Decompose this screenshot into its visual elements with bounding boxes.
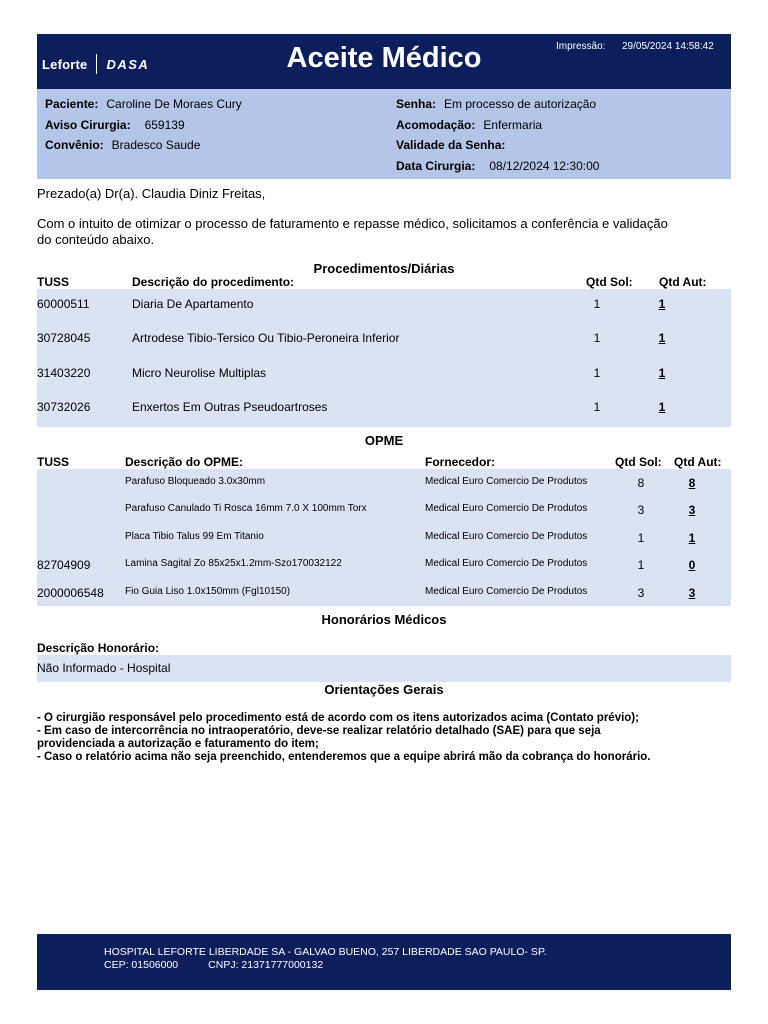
data-cirurgia-row — [396, 159, 599, 173]
opme-row-4-forn: Medical Euro Comercio De Produtos — [425, 558, 588, 569]
opme-row-5-tuss: 2000006548 — [37, 586, 104, 600]
opme-row-5-aut[interactable]: 3 — [688, 586, 696, 600]
proc-row-3-tuss: 31403220 — [37, 366, 91, 380]
proc-row-4-tuss: 30732026 — [37, 400, 91, 414]
footer-cep: CEP: 01506000 — [104, 959, 179, 971]
proc-row-3-aut[interactable]: 1 — [658, 366, 666, 380]
opme-row-1-aut[interactable]: 8 — [688, 476, 696, 490]
proc-col-aut: Qtd Aut: — [659, 275, 707, 289]
opme-row-3-desc: Placa Tibio Talus 99 Em Titanio — [125, 531, 264, 542]
opme-col-forn: Fornecedor: — [425, 455, 496, 469]
acomodacao-label: Acomodação: — [396, 118, 476, 132]
greeting: Prezado(a) Dr(a). Claudia Diniz Freitas, — [37, 186, 266, 201]
opme-row-4-aut[interactable]: 0 — [688, 558, 696, 572]
proc-col-desc: Descrição do procedimento: — [132, 275, 295, 289]
opme-row-5-forn: Medical Euro Comercio De Produtos — [425, 586, 588, 597]
opme-row-1-sol: 8 — [637, 476, 645, 490]
proc-row-4-desc: Enxertos Em Outras Pseudoartroses — [132, 400, 328, 414]
print-label: Impressão: — [556, 41, 606, 52]
footer-bar — [37, 934, 731, 990]
opme-title: OPME — [364, 433, 404, 448]
opme-col-sol: Qtd Sol: — [615, 455, 662, 469]
page-title: Aceite Médico — [286, 42, 482, 74]
patient-info-panel — [37, 89, 731, 179]
opme-row-2-sol: 3 — [637, 503, 645, 517]
convenio-value: Bradesco Saude — [111, 138, 201, 152]
intro-line-2: do conteúdo abaixo. — [37, 232, 155, 247]
paciente-value: Caroline De Moraes Cury — [106, 97, 242, 111]
proc-row-1-desc: Diaria De Apartamento — [132, 297, 254, 311]
logo-dasa: DASA — [106, 56, 150, 72]
orientacoes-line-4: - Caso o relatório acima não seja preenchido, entenderemos que a equipe abrirá mão da cobrança do honorário. — [37, 751, 651, 763]
proc-row-2-aut[interactable]: 1 — [658, 331, 666, 345]
paciente-label: Paciente: — [45, 97, 99, 111]
footer-ids — [104, 959, 323, 971]
opme-row-1-desc: Parafuso Bloqueado 3.0x30mm — [125, 476, 266, 487]
proc-row-1-aut[interactable]: 1 — [658, 297, 666, 311]
opme-col-tuss: TUSS — [37, 455, 70, 469]
proc-row-4-aut[interactable]: 1 — [658, 400, 666, 414]
procedures-title: Procedimentos/Diárias — [313, 261, 455, 276]
honorarios-value: Não Informado - Hospital — [37, 661, 171, 675]
opme-row-2-aut[interactable]: 3 — [688, 503, 696, 517]
orientacoes-title: Orientações Gerais — [324, 682, 444, 697]
proc-col-tuss: TUSS — [37, 275, 70, 289]
print-timestamp: 29/05/2024 14:58:42 — [622, 41, 714, 52]
validade-row — [396, 138, 513, 152]
senha-value: Em processo de autorização — [444, 97, 597, 111]
proc-row-3-sol: 1 — [593, 366, 601, 380]
senha-label: Senha: — [396, 97, 437, 111]
opme-col-aut: Qtd Aut: — [674, 455, 722, 469]
aviso-value: 659139 — [144, 118, 185, 132]
opme-row-5-desc: Fio Guia Liso 1.0x150mm (Fgl10150) — [125, 586, 291, 597]
aviso-row — [45, 118, 185, 132]
opme-row-4-tuss: 82704909 — [37, 558, 91, 572]
opme-row-2-desc: Parafuso Canulado Ti Rosca 16mm 7.0 X 100mm Torx — [125, 503, 367, 514]
acomodacao-value: Enfermaria — [483, 118, 543, 132]
footer-address: HOSPITAL LEFORTE LIBERDADE SA - GALVAO BUENO, 257 LIBERDADE SAO PAULO- SP. — [104, 946, 547, 958]
convenio-label: Convênio: — [45, 138, 104, 152]
orientacoes-line-3: providenciada a autorização e faturamento do item; — [37, 738, 319, 750]
intro-line-1: Com o intuito de otimizar o processo de faturamento e repasse médico, solicitamos a conferência e validação — [37, 216, 668, 231]
opme-col-desc: Descrição do OPME: — [125, 455, 244, 469]
aviso-label: Aviso Cirurgia: — [45, 118, 131, 132]
proc-row-2-desc: Artrodese Tibio-Tersico Ou Tibio-Peroneira Inferior — [132, 331, 400, 345]
senha-row — [396, 97, 596, 111]
paciente-row — [45, 97, 242, 111]
opme-row-3-aut[interactable]: 1 — [688, 531, 696, 545]
honorarios-title: Honorários Médicos — [321, 612, 447, 627]
proc-col-sol: Qtd Sol: — [586, 275, 633, 289]
proc-row-1-sol: 1 — [593, 297, 601, 311]
proc-row-2-tuss: 30728045 — [37, 331, 91, 345]
header-bar — [37, 34, 731, 89]
acomodacao-row — [396, 118, 542, 132]
opme-row-2-forn: Medical Euro Comercio De Produtos — [425, 503, 588, 514]
opme-row-1-forn: Medical Euro Comercio De Produtos — [425, 476, 588, 487]
proc-row-2-sol: 1 — [593, 331, 601, 345]
validade-label: Validade da Senha: — [396, 138, 506, 152]
opme-row-4-desc: Lamina Sagital Zo 85x25x1.2mm-Szo170032122 — [125, 558, 342, 569]
opme-row-3-forn: Medical Euro Comercio De Produtos — [425, 531, 588, 542]
honorarios-col-desc: Descrição Honorário: — [37, 641, 160, 655]
opme-row-5-sol: 3 — [637, 586, 645, 600]
proc-row-1-tuss: 60000511 — [37, 297, 90, 311]
data-cirurgia-label: Data Cirurgia: — [396, 159, 476, 173]
proc-row-3-desc: Micro Neurolise Multiplas — [132, 366, 267, 380]
data-cirurgia-value: 08/12/2024 12:30:00 — [489, 159, 600, 173]
proc-row-4-sol: 1 — [593, 400, 601, 414]
orientacoes-line-2: - Em caso de intercorrência no intraoperatório, deve-se realizar relatório detalhado (SAE) para que seja — [37, 725, 601, 737]
opme-row-3-sol: 1 — [637, 531, 645, 545]
footer-cnpj: CNPJ: 21371777000132 — [208, 959, 324, 971]
orientacoes-line-1: - O cirurgião responsável pelo procedimento está de acordo com os itens autorizados acima (Contato prévio); — [37, 712, 639, 724]
opme-row-4-sol: 1 — [637, 558, 645, 572]
convenio-row — [45, 138, 200, 152]
logo-leforte: Leforte — [42, 56, 88, 72]
